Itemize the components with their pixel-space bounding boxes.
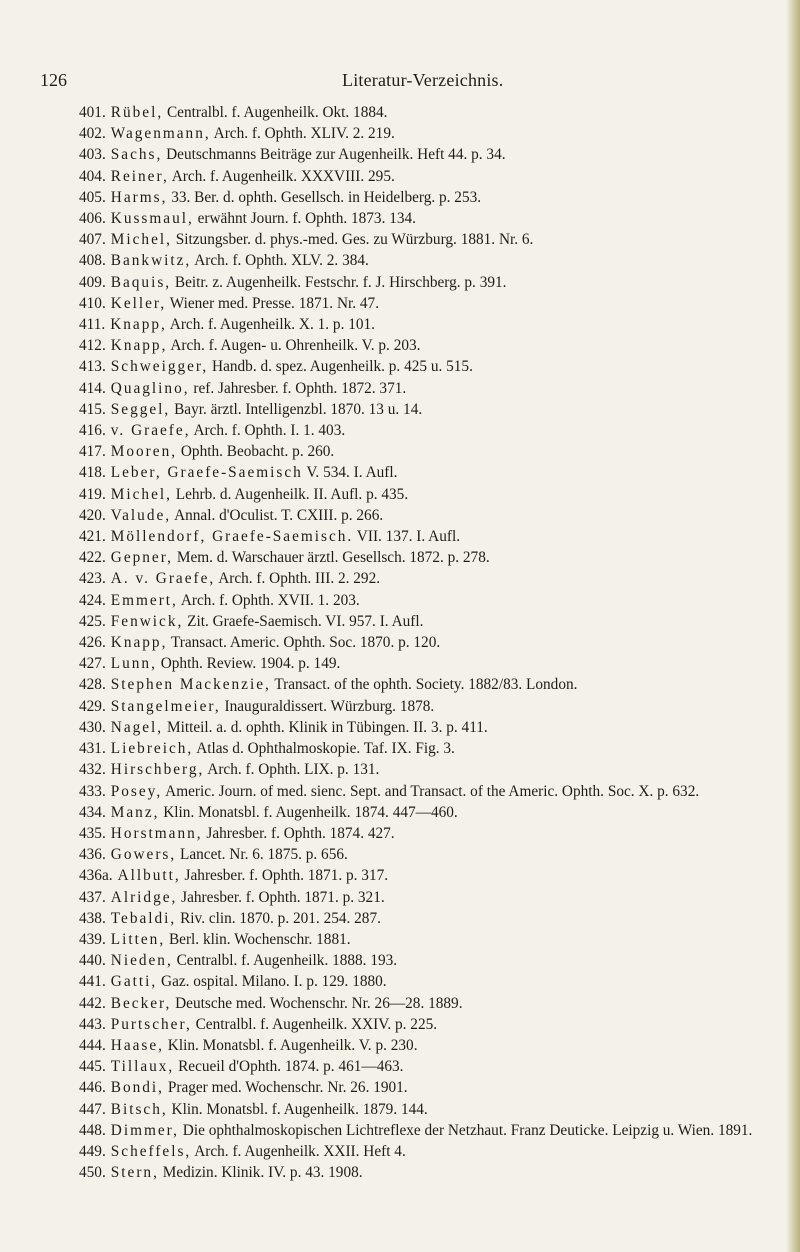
reference-author: Reiner, (110, 167, 169, 185)
reference-entry (79, 378, 769, 399)
page-number: 126 (40, 70, 67, 90)
reference-citation (111, 971, 769, 992)
reference-source: Inauguraldissert. Würzburg. 1878. (220, 697, 435, 715)
reference-source: Jahresber. f. Ophth. 1871. p. 317. (180, 867, 389, 885)
reference-author: Bondi, (110, 1079, 165, 1097)
reference-author: Wagenmann, (110, 125, 211, 143)
reference-number: 440. (79, 952, 106, 970)
reference-number: 423. (79, 570, 106, 588)
reference-source: Transact. of the ophth. Society. 1882/83. London. (270, 676, 578, 694)
reference-entry (79, 187, 769, 208)
reference-source: Berl. klin. Wochenschr. 1881. (165, 930, 351, 948)
reference-citation (111, 781, 769, 802)
reference-number: 420. (79, 506, 106, 524)
reference-source: Lehrb. d. Augenheilk. II. Aufl. p. 435. (171, 485, 409, 503)
reference-number: 414. (79, 379, 106, 397)
reference-citation (111, 1035, 769, 1056)
reference-author: Fenwick, (110, 612, 184, 630)
reference-source: Jahresber. f. Ophth. 1874. 427. (202, 824, 395, 842)
reference-source: Centralbl. f. Augenheilk. Okt. 1884. (163, 104, 388, 121)
reference-source: VII. 137. I. Aufl. (353, 528, 461, 546)
reference-citation (111, 484, 769, 505)
reference-citation (111, 1014, 769, 1035)
reference-entry (79, 823, 769, 844)
reference-entry (79, 632, 769, 653)
reference-source: Arch. f. Augenheilk. XXXVIII. 295. (168, 167, 395, 185)
reference-number: 433. (79, 782, 106, 800)
reference-number: 435. (79, 824, 106, 842)
reference-source: 33. Ber. d. ophth. Gesellsch. in Heidelberg. p. 253. (167, 188, 482, 206)
reference-author: Nagel, (110, 718, 164, 736)
reference-number: 413. (79, 358, 106, 376)
reference-entry (79, 250, 769, 271)
reference-number: 406. (79, 210, 106, 228)
reference-citation (111, 929, 769, 950)
reference-author: Nieden, (110, 952, 173, 970)
reference-entry (79, 802, 769, 823)
reference-source: Beitr. z. Augenheilk. Festschr. f. J. Hirschberg. p. 391. (171, 273, 507, 291)
reference-number: 439. (79, 930, 106, 948)
reference-number: 415. (79, 400, 106, 418)
reference-citation (111, 229, 769, 250)
reference-citation (111, 1099, 769, 1120)
reference-citation (111, 378, 769, 399)
reference-entry (79, 272, 769, 293)
reference-entry (79, 335, 769, 356)
reference-author: Haase, (110, 1036, 164, 1054)
reference-number: 436. (79, 846, 106, 864)
reference-author: Gatti, (110, 973, 158, 991)
reference-entry (79, 1162, 769, 1183)
reference-entry (79, 738, 769, 759)
reference-number: 446. (79, 1079, 106, 1097)
reference-source: Lancet. Nr. 6. 1875. p. 656. (176, 846, 348, 864)
reference-number: 404. (79, 167, 106, 185)
reference-citation (111, 462, 769, 483)
reference-citation (111, 844, 769, 865)
reference-citation (111, 696, 769, 717)
reference-citation (110, 314, 769, 335)
reference-number: 426. (79, 634, 106, 652)
reference-citation (111, 208, 769, 229)
reference-source: Gaz. ospital. Milano. I. p. 129. 1880. (157, 973, 387, 991)
reference-entry (79, 590, 769, 611)
reference-author: Valude, (110, 506, 172, 524)
reference-author: Rübel, (110, 104, 164, 121)
reference-entry (79, 441, 769, 462)
reference-author: Liebreich, (110, 740, 194, 758)
reference-number: 441. (79, 973, 106, 991)
reference-author: Hirschberg, (110, 761, 205, 779)
reference-entry (79, 887, 769, 908)
reference-entry (79, 1099, 769, 1120)
reference-source: Mitteil. a. d. ophth. Klinik in Tübingen. II. 3. p. 411. (163, 718, 488, 736)
reference-author: Michel, (110, 485, 172, 503)
reference-author: Schweigger, (110, 358, 209, 376)
reference-entry (79, 166, 769, 187)
reference-author: Bitsch, (110, 1100, 168, 1118)
reference-entry (79, 293, 769, 314)
reference-citation (111, 547, 769, 568)
reference-author: Keller, (110, 294, 167, 312)
reference-entry (79, 1014, 769, 1035)
reference-entry (79, 123, 769, 144)
reference-number: 437. (79, 888, 106, 906)
reference-entry (79, 844, 769, 865)
reference-number: 422. (79, 549, 106, 567)
reference-entry (79, 208, 769, 229)
reference-citation (111, 505, 769, 526)
reference-citation (111, 250, 769, 271)
reference-citation (111, 738, 769, 759)
reference-number: 436a. (79, 867, 113, 885)
reference-source: Arch. f. Ophth. XLIV. 2. 219. (210, 125, 395, 143)
reference-author: Knapp, (110, 316, 167, 334)
reference-entry (79, 908, 769, 929)
reference-author: Kussmaul, (110, 210, 194, 228)
reference-author: Tillaux, (110, 1058, 175, 1076)
reference-source: Klin. Monatsbl. f. Augenheilk. V. p. 230. (163, 1036, 418, 1054)
reference-source: Centralbl. f. Augenheilk. XXIV. p. 225. (191, 1015, 438, 1033)
reference-author: Harms, (110, 188, 168, 206)
reference-entry (79, 229, 769, 250)
reference-author: Bankwitz, (110, 252, 192, 270)
reference-number: 403. (79, 146, 106, 164)
reference-citation (111, 887, 769, 908)
reference-author: Alridge, (110, 888, 178, 906)
reference-source: Riv. clin. 1870. p. 201. 254. 287. (176, 909, 381, 927)
reference-author: Seggel, (110, 400, 171, 418)
reference-source: Wiener med. Presse. 1871. Nr. 47. (166, 294, 380, 312)
reference-number: 424. (79, 591, 106, 609)
reference-entry (79, 526, 769, 547)
reference-author: Manz, (110, 803, 160, 821)
reference-number: 410. (79, 294, 106, 312)
reference-number: 449. (79, 1142, 106, 1160)
reference-number: 411. (79, 316, 106, 334)
reference-number: 409. (79, 273, 106, 291)
reference-citation (111, 166, 769, 187)
reference-author: Posey, (110, 782, 163, 800)
reference-citation (111, 632, 769, 653)
reference-entry (79, 950, 769, 971)
reference-number: 429. (79, 697, 106, 715)
reference-citation (111, 1120, 769, 1141)
reference-entry (79, 759, 769, 780)
reference-citation (111, 908, 769, 929)
reference-citation (111, 759, 769, 780)
reference-source: Mem. d. Warschauer ärztl. Gesellsch. 1872. p. 278. (173, 549, 490, 567)
reference-citation (111, 187, 769, 208)
reference-author: Litten, (110, 930, 166, 948)
page-edge-shadow (786, 0, 800, 1252)
reference-source: Transact. Americ. Ophth. Soc. 1870. p. 120. (167, 634, 441, 652)
reference-source: Arch. f. Ophth. I. 1. 403. (190, 422, 346, 440)
reference-entry (79, 1077, 769, 1098)
reference-number: 448. (79, 1121, 106, 1139)
reference-entry (79, 781, 769, 802)
reference-source: Atlas d. Ophthalmoskopie. Taf. IX. Fig. 3. (193, 740, 455, 758)
reference-number: 431. (79, 740, 106, 758)
reference-number: 443. (79, 1015, 106, 1033)
reference-author: Sachs, (110, 146, 163, 164)
reference-entry (79, 717, 769, 738)
reference-source: Klin. Monatsbl. f. Augenheilk. 1874. 447—460. (159, 803, 458, 821)
reference-number: 432. (79, 761, 106, 779)
reference-citation (111, 674, 769, 695)
reference-author: Michel, (110, 231, 172, 249)
reference-number: 434. (79, 803, 106, 821)
reference-entry (79, 102, 769, 123)
reference-citation (118, 865, 769, 886)
reference-entry (79, 399, 769, 420)
reference-citation (111, 144, 769, 165)
reference-citation (111, 293, 769, 314)
reference-citation (111, 356, 769, 377)
reference-citation (111, 653, 769, 674)
reference-author: Dimmer, (110, 1121, 179, 1139)
reference-source: Deutschmanns Beiträge zur Augenheilk. Heft 44. p. 34. (162, 146, 506, 164)
reference-author: Lunn, (110, 655, 157, 673)
reference-citation (111, 1141, 769, 1162)
reference-author: Leber, Graefe-Saemisch (110, 464, 303, 482)
reference-author: Allbutt, (117, 867, 181, 885)
reference-entry (79, 420, 769, 441)
reference-source: ref. Jahresber. f. Ophth. 1872. 371. (189, 379, 407, 397)
reference-author: Knapp, (110, 337, 168, 355)
reference-number: 445. (79, 1058, 106, 1076)
reference-number: 418. (79, 464, 106, 482)
reference-number: 425. (79, 612, 106, 630)
reference-source: Arch. f. Ophth. LIX. p. 131. (204, 761, 380, 779)
reference-source: Arch. f. Ophth. XLV. 2. 384. (191, 252, 369, 270)
reference-entry (79, 1120, 769, 1141)
reference-citation (111, 802, 769, 823)
reference-author: Möllendorf, Graefe-Saemisch. (110, 528, 354, 546)
reference-author: Baquis, (110, 273, 172, 291)
reference-number: 417. (79, 443, 106, 461)
reference-author: Purtscher, (110, 1015, 192, 1033)
reference-source: Die ophthalmoskopischen Lichtreflexe der Netzhaut. Franz Deuticke. Leipzig u. Wien. 1891. (178, 1121, 753, 1139)
reference-citation (111, 611, 769, 632)
reference-citation (111, 441, 769, 462)
reference-source: Deutsche med. Wochenschr. Nr. 26—28. 1889. (171, 994, 463, 1012)
reference-entry (79, 611, 769, 632)
reference-source: erwähnt Journ. f. Ophth. 1873. 134. (193, 210, 416, 228)
reference-citation (111, 568, 769, 589)
reference-source: Bayr. ärztl. Intelligenzbl. 1870. 13 u. 14. (170, 400, 423, 418)
reference-entry (79, 1035, 769, 1056)
reference-entry (79, 929, 769, 950)
reference-source: Arch. f. Augenheilk. XXII. Heft 4. (191, 1142, 406, 1160)
reference-list (79, 102, 769, 1183)
reference-citation (111, 1162, 769, 1183)
page-title: Literatur-Verzeichnis. (342, 70, 504, 90)
reference-author: Emmert, (110, 591, 178, 609)
reference-source: Arch. f. Augenheilk. X. 1. p. 101. (166, 316, 375, 334)
reference-entry (79, 314, 769, 335)
reference-source: Sitzungsber. d. phys.-med. Ges. zu Würzburg. 1881. Nr. 6. (171, 231, 534, 249)
reference-entry (79, 356, 769, 377)
reference-source: Zit. Graefe-Saemisch. VI. 957. I. Aufl. (183, 612, 424, 630)
reference-author: A. v. Graefe, (110, 570, 216, 588)
reference-author: Tebaldi, (110, 909, 177, 927)
reference-entry (79, 547, 769, 568)
reference-citation (111, 1077, 769, 1098)
reference-author: Stangelmeier, (110, 697, 221, 715)
reference-source: Arch. f. Ophth. III. 2. 292. (215, 570, 381, 588)
reference-entry (79, 505, 769, 526)
reference-entry (79, 1056, 769, 1077)
reference-number: 444. (79, 1036, 106, 1054)
reference-entry (79, 462, 769, 483)
reference-number: 438. (79, 909, 106, 927)
reference-source: V. 534. I. Aufl. (302, 464, 398, 482)
reference-entry (79, 484, 769, 505)
reference-number: 450. (79, 1164, 106, 1182)
reference-source: Handb. d. spez. Augenheilk. p. 425 u. 515. (208, 358, 473, 376)
reference-citation (111, 950, 769, 971)
reference-number: 419. (79, 485, 106, 503)
reference-source: Arch. f. Ophth. XVII. 1. 203. (177, 591, 360, 609)
reference-source: Medizin. Klinik. IV. p. 43. 1908. (158, 1164, 363, 1182)
reference-number: 428. (79, 676, 106, 694)
reference-citation (111, 993, 769, 1014)
reference-author: Mooren, (110, 443, 178, 461)
reference-author: Becker, (110, 994, 172, 1012)
reference-author: v. Graefe, (110, 422, 191, 440)
reference-author: Stern, (110, 1164, 159, 1182)
reference-author: Scheffels, (110, 1142, 192, 1160)
reference-number: 402. (79, 125, 106, 143)
reference-number: 427. (79, 655, 106, 673)
reference-entry (79, 674, 769, 695)
reference-entry (79, 696, 769, 717)
reference-source: Americ. Journ. of med. sienc. Sept. and Transact. of the Americ. Ophth. Soc. X. p. 632. (162, 782, 700, 800)
reference-entry (79, 865, 769, 886)
reference-source: Recueil d'Ophth. 1874. p. 461—463. (174, 1058, 404, 1076)
reference-source: Klin. Monatsbl. f. Augenheilk. 1879. 144. (167, 1100, 428, 1118)
reference-number: 447. (79, 1100, 106, 1118)
reference-author: Knapp, (110, 634, 168, 652)
reference-number: 407. (79, 231, 106, 249)
reference-number: 401. (79, 104, 106, 121)
reference-citation (111, 335, 769, 356)
reference-author: Gepner, (110, 549, 174, 567)
reference-citation (111, 420, 769, 441)
reference-citation (111, 717, 769, 738)
reference-citation (111, 123, 769, 144)
reference-author: Gowers, (110, 846, 177, 864)
reference-source: Centralbl. f. Augenheilk. 1888. 193. (172, 952, 398, 970)
reference-citation (111, 272, 769, 293)
reference-source: Arch. f. Augen- u. Ohrenheilk. V. p. 203. (167, 337, 421, 355)
reference-citation (111, 526, 769, 547)
reference-number: 408. (79, 252, 106, 270)
reference-number: 442. (79, 994, 106, 1012)
reference-number: 412. (79, 337, 106, 355)
reference-citation (111, 590, 769, 611)
page-header (0, 70, 800, 94)
reference-citation (111, 102, 769, 123)
reference-entry (79, 971, 769, 992)
reference-author: Stephen Mackenzie, (110, 676, 271, 694)
reference-source: Jahresber. f. Ophth. 1871. p. 321. (177, 888, 385, 906)
reference-source: Ophth. Beobacht. p. 260. (177, 443, 335, 461)
reference-source: Annal. d'Oculist. T. CXIII. p. 266. (171, 506, 384, 524)
reference-number: 421. (79, 528, 106, 546)
reference-number: 430. (79, 718, 106, 736)
reference-author: Horstmann, (110, 824, 203, 842)
reference-entry (79, 1141, 769, 1162)
reference-author: Quaglino, (110, 379, 190, 397)
reference-source: Ophth. Review. 1904. p. 149. (156, 655, 341, 673)
reference-entry (79, 653, 769, 674)
reference-citation (111, 823, 769, 844)
reference-citation (111, 399, 769, 420)
reference-entry (79, 993, 769, 1014)
reference-number: 405. (79, 188, 106, 206)
reference-source: Prager med. Wochenschr. Nr. 26. 1901. (164, 1079, 408, 1097)
reference-entry (79, 144, 769, 165)
reference-citation (111, 1056, 769, 1077)
reference-number: 416. (79, 422, 106, 440)
reference-entry (79, 568, 769, 589)
